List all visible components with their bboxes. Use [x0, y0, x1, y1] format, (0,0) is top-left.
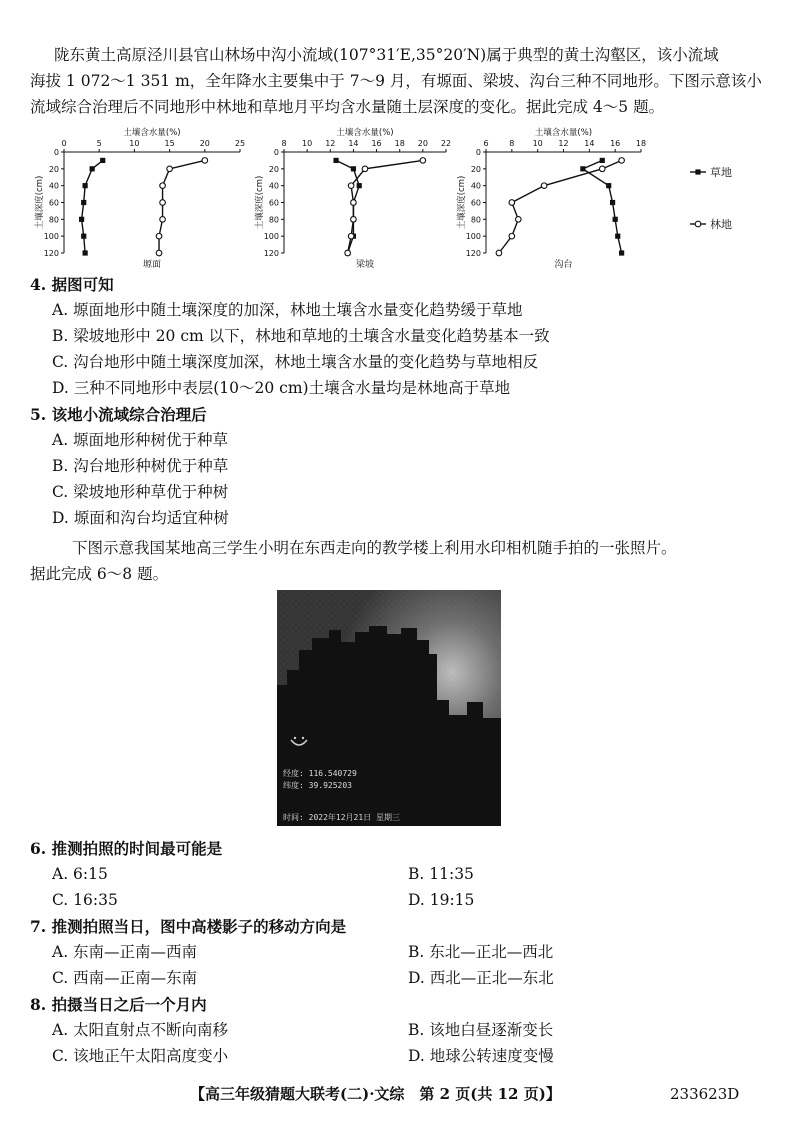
option-c: C. 沟台地形中随土壤深度加深，林地土壤含水量的变化趋势与草地相反 — [52, 353, 539, 371]
intro-line: 海拔 1 072～1 351 m，全年降水主要集中于 7～9 月，有塬面、梁坡、沟台三种不同地形。下图示意该小 — [30, 72, 762, 90]
x-tick-label: 16 — [610, 139, 621, 148]
option-d: D. 西北—正北—东北 — [408, 969, 554, 987]
forest-point — [362, 166, 368, 172]
grass-point — [619, 250, 624, 255]
forest-series-line — [159, 160, 205, 253]
y-tick-label: 0 — [53, 148, 59, 157]
forest-point — [509, 200, 515, 206]
forest-point — [345, 250, 351, 256]
intro-line: 流域综合治理后不同地形中林地和草地月平均含水量随土层深度的变化。据此完成 4～5 题。 — [30, 98, 665, 116]
option-d: D. 19:15 — [408, 891, 475, 909]
legend-forest-marker — [695, 221, 701, 227]
y-tick-label: 80 — [470, 215, 481, 225]
y-tick-label: 40 — [48, 181, 59, 191]
forest-point — [348, 183, 354, 189]
x-tick-label: 12 — [558, 139, 569, 148]
x-tick-label: 6 — [483, 139, 489, 148]
forest-point — [420, 158, 426, 164]
y-tick-label: 120 — [43, 249, 59, 258]
y-tick-label: 0 — [475, 148, 481, 157]
x-tick-label: 16 — [371, 139, 382, 148]
photo-latitude: 纬度: 39.925203 — [283, 781, 352, 790]
chart-panel-1 — [34, 127, 245, 270]
x-axis-label: 土壤含水量(%) — [123, 128, 181, 138]
option-c: C. 16:35 — [52, 891, 118, 909]
forest-point — [202, 158, 208, 164]
forest-point — [156, 250, 162, 256]
chart-panel-3 — [456, 127, 646, 270]
option-b: B. 梁坡地形中 20 cm 以下，林地和草地的土壤含水量变化趋势基本一致 — [52, 327, 550, 345]
y-tick-label: 20 — [268, 164, 279, 174]
y-tick-label: 120 — [263, 249, 279, 258]
photo-timestamp: 时间: 2022年12月21日 星期三 — [283, 813, 400, 822]
y-tick-label: 100 — [263, 232, 279, 242]
grass-point — [90, 166, 95, 171]
question-stem: 4. 据图可知 — [30, 275, 114, 294]
option-a: A. 塬面地形种树优于种草 — [52, 431, 229, 449]
option-b: B. 沟台地形种树优于种草 — [52, 457, 229, 475]
y-tick-label: 120 — [465, 249, 481, 258]
y-tick-label: 100 — [465, 232, 481, 242]
y-tick-label: 40 — [470, 181, 481, 191]
chart-caption: 沟台 — [554, 260, 573, 270]
question-stem: 8. 拍摄当日之后一个月内 — [30, 995, 207, 1014]
grass-series-line — [82, 160, 103, 253]
chart-legend — [690, 165, 732, 231]
option-b: B. 11:35 — [408, 865, 474, 883]
x-tick-label: 8 — [509, 139, 515, 148]
x-tick-label: 10 — [302, 139, 313, 148]
legend-grass-label: 草地 — [710, 166, 732, 179]
grass-point — [81, 234, 86, 239]
x-axis-label: 土壤含水量(%) — [336, 128, 394, 138]
forest-point — [167, 166, 173, 172]
x-tick-label: 14 — [348, 139, 359, 148]
x-tick-label: 0 — [61, 139, 67, 148]
x-tick-label: 22 — [440, 139, 452, 148]
y-tick-label: 60 — [268, 198, 279, 208]
legend-grass-marker — [695, 169, 700, 174]
y-tick-label: 100 — [43, 232, 59, 242]
y-axis-label: 土壤深度(cm) — [457, 175, 467, 230]
forest-series-line — [499, 160, 622, 253]
y-tick-label: 20 — [470, 164, 481, 174]
forest-point — [160, 200, 166, 206]
question-stem: 6. 推测拍照的时间最可能是 — [30, 839, 223, 858]
grass-point — [357, 183, 362, 188]
option-b: B. 该地白昼逐渐变长 — [408, 1021, 554, 1039]
grass-point — [83, 183, 88, 188]
forest-point — [496, 250, 502, 256]
grass-point — [333, 158, 338, 163]
y-tick-label: 20 — [48, 164, 59, 174]
x-tick-label: 18 — [394, 139, 405, 148]
forest-point — [619, 158, 625, 164]
y-axis-label: 土壤深度(cm) — [255, 175, 265, 230]
option-c: C. 梁坡地形种草优于种树 — [52, 483, 229, 501]
y-tick-label: 80 — [48, 215, 59, 225]
option-d: D. 塬面和沟台均适宜种树 — [52, 509, 229, 527]
grass-point — [580, 166, 585, 171]
x-axis-label: 土壤含水量(%) — [534, 128, 593, 138]
question-stem: 5. 该地小流域综合治理后 — [30, 405, 207, 424]
x-tick-label: 20 — [199, 139, 210, 148]
option-a: A. 塬面地形中随土壤深度的加深，林地土壤含水量变化趋势缓于草地 — [52, 301, 523, 319]
question-stem: 7. 推测拍照当日，图中高楼影子的移动方向是 — [30, 917, 347, 936]
grass-point — [600, 158, 605, 163]
x-tick-label: 10 — [532, 139, 543, 148]
y-tick-label: 40 — [268, 181, 279, 191]
forest-point — [348, 233, 354, 239]
photo-longitude: 经度: 116.540729 — [283, 769, 357, 778]
option-c: C. 该地正午太阳高度变小 — [52, 1047, 229, 1065]
x-tick-label: 5 — [96, 139, 102, 148]
forest-point — [541, 183, 547, 189]
grass-point — [606, 183, 611, 188]
x-tick-label: 12 — [325, 139, 336, 148]
grass-point — [613, 217, 618, 222]
forest-point — [160, 183, 166, 189]
forest-series-line — [348, 160, 423, 253]
option-a: A. 6:15 — [52, 865, 108, 883]
chart-panel-2 — [254, 127, 451, 270]
x-tick-label: 18 — [635, 139, 647, 148]
forest-point — [351, 200, 357, 206]
x-tick-label: 15 — [164, 139, 175, 148]
grass-point — [81, 200, 86, 205]
option-d: D. 地球公转速度变慢 — [408, 1047, 554, 1065]
legend-forest-label: 林地 — [710, 218, 732, 231]
forest-point — [351, 217, 357, 223]
y-tick-label: 60 — [470, 198, 481, 208]
forest-point — [156, 233, 162, 239]
grass-point — [100, 158, 105, 163]
paper-code: 233623D — [670, 1085, 740, 1103]
option-a: A. 东南—正南—西南 — [52, 943, 198, 961]
y-tick-label: 60 — [48, 198, 59, 208]
y-tick-label: 80 — [268, 215, 279, 225]
option-c: C. 西南—正南—东南 — [52, 969, 198, 987]
chart-caption: 梁坡 — [355, 260, 375, 270]
watermark-photo — [277, 590, 501, 826]
grass-point — [615, 234, 620, 239]
y-tick-label: 0 — [273, 148, 279, 157]
intro-line: 据此完成 6～8 题。 — [30, 565, 169, 583]
grass-series-line — [583, 160, 622, 253]
y-axis-label: 土壤深度(cm) — [35, 175, 45, 230]
option-b: B. 东北—正北—西北 — [408, 943, 554, 961]
grass-point — [79, 217, 84, 222]
forest-point — [515, 217, 521, 223]
x-tick-label: 25 — [234, 139, 246, 148]
grass-point — [351, 166, 356, 171]
x-tick-label: 14 — [584, 139, 595, 148]
grass-point — [83, 250, 88, 255]
x-tick-label: 8 — [281, 139, 287, 148]
intro-line: 陇东黄土高原泾川县官山林场中沟小流域(107°31′E,35°20′N)属于典型的黄土沟壑区，该小流域 — [54, 46, 719, 64]
forest-point — [509, 233, 515, 239]
intro-line: 下图示意我国某地高三学生小明在东西走向的教学楼上利用水印相机随手拍的一张照片。 — [72, 539, 677, 557]
chart-caption: 塬面 — [142, 260, 162, 270]
forest-point — [599, 166, 605, 172]
option-a: A. 太阳直射点不断向南移 — [52, 1021, 229, 1039]
grass-series-line — [336, 160, 359, 253]
option-d: D. 三种不同地形中表层(10～20 cm)土壤含水量均是林地高于草地 — [52, 379, 511, 397]
grass-point — [610, 200, 615, 205]
forest-point — [160, 217, 166, 223]
soil-moisture-charts — [0, 122, 794, 272]
x-tick-label: 10 — [129, 139, 140, 148]
page-footer: 【高三年级猜题大联考(二)·文综 第 2 页(共 12 页)】 — [190, 1085, 561, 1103]
x-tick-label: 20 — [417, 139, 428, 148]
